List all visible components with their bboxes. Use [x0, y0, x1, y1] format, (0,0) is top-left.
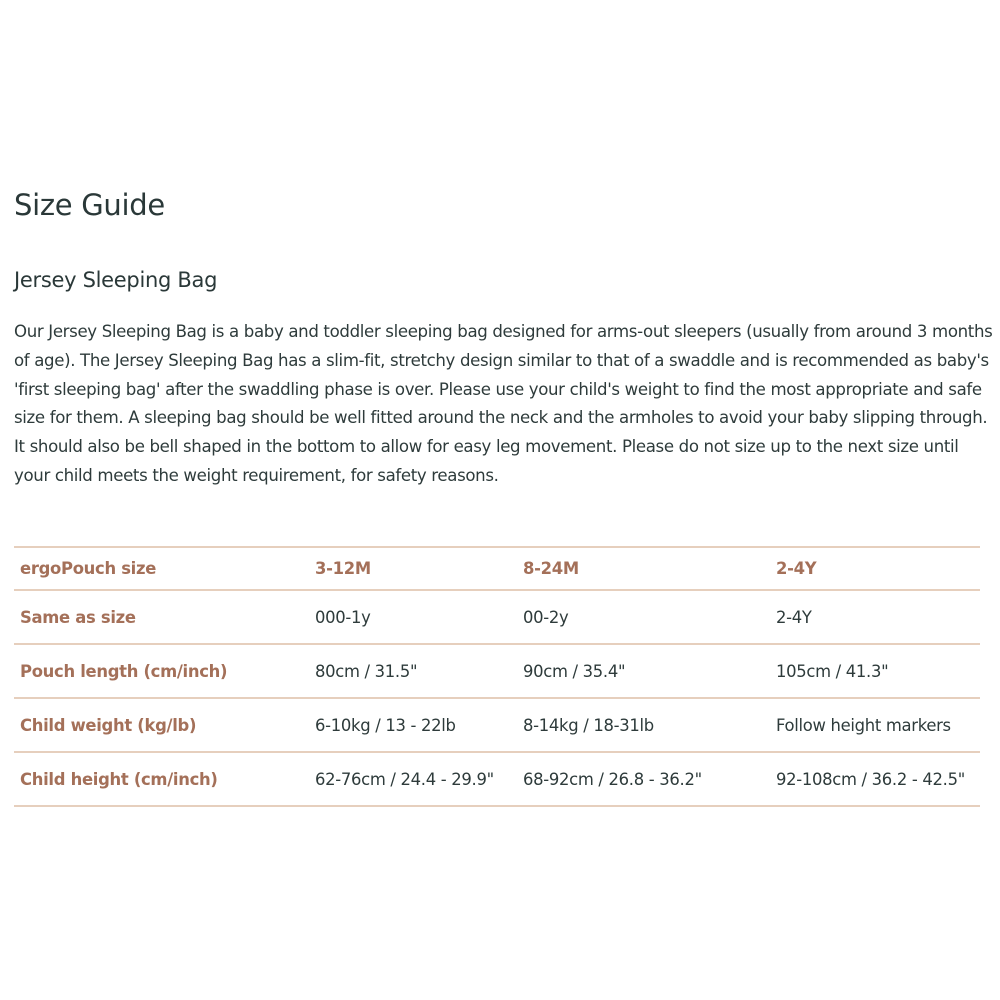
product-description: Our Jersey Sleeping Bag is a baby and toddler sleeping bag designed for arms-out sleepers (usually from around 3 months of age). The Jersey Sleeping Bag has a slim-fit, stretchy design similar to that of a swaddle and is recommended as baby's 'first sleeping bag' after the swaddling phase is over. Please use your child's weight to find the most appropriate and safe size for them. A sleeping bag should be well fitted around the neck and the armholes to avoid your baby slipping through. It should also be bell shaped in the bottom to allow for easy leg movement. Please do not size up to the next size until your child meets the weight requirement, for safety reasons. [14, 322, 993, 485]
header-cell-8-24m: 8-24M [523, 559, 579, 578]
table-row [14, 590, 980, 644]
table-cell: 62-76cm / 24.4 - 29.9" [315, 769, 494, 789]
table-row [14, 698, 980, 752]
row-label: Pouch length (cm/inch) [20, 661, 228, 681]
size-table [14, 546, 980, 807]
table-cell: 2-4Y [776, 607, 812, 627]
page-title: Size Guide [14, 188, 165, 222]
table-cell: Follow height markers [776, 715, 951, 735]
table-header-row [14, 547, 980, 590]
table-row [14, 752, 980, 806]
table-cell: 6-10kg / 13 - 22lb [315, 715, 456, 735]
row-label: Child height (cm/inch) [20, 769, 218, 789]
table-cell: 105cm / 41.3" [776, 661, 889, 681]
header-cell-2-4y: 2-4Y [776, 559, 817, 578]
row-label: Child weight (kg/lb) [20, 715, 197, 735]
row-label: Same as size [20, 607, 136, 627]
table-row [14, 644, 980, 698]
product-title: Jersey Sleeping Bag [14, 268, 218, 292]
header-cell-label: ergoPouch size [20, 559, 157, 578]
header-cell-3-12m: 3-12M [315, 559, 371, 578]
table-cell: 000-1y [315, 607, 371, 627]
table-cell: 8-14kg / 18-31lb [523, 715, 654, 735]
table-cell: 80cm / 31.5" [315, 661, 418, 681]
table-cell: 92-108cm / 36.2 - 42.5" [776, 769, 965, 789]
table-cell: 00-2y [523, 607, 569, 627]
table-cell: 90cm / 35.4" [523, 661, 626, 681]
table-cell: 68-92cm / 26.8 - 36.2" [523, 769, 702, 789]
